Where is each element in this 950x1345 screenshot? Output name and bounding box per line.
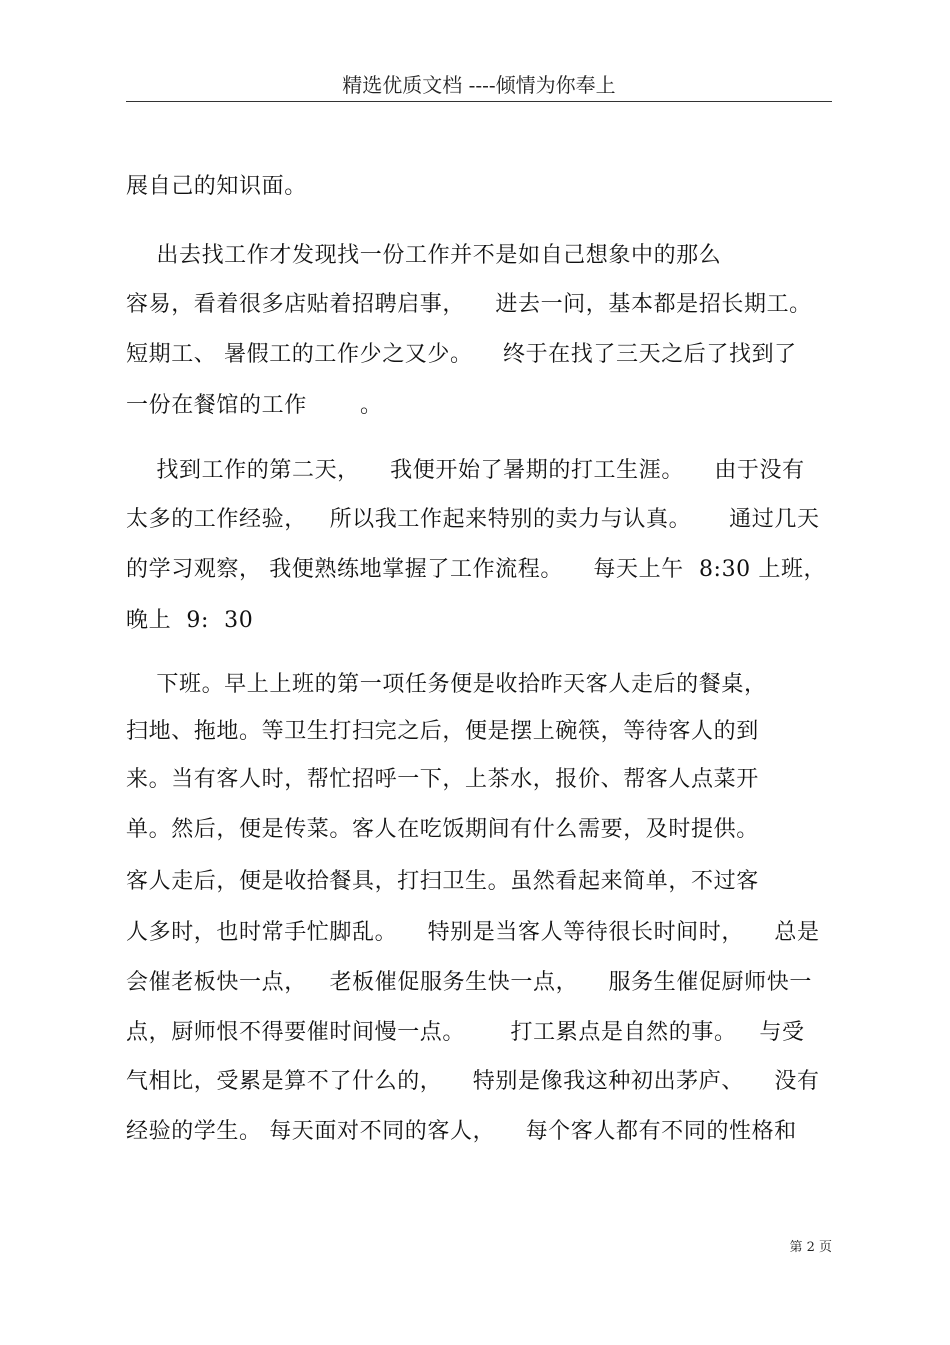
body-line: 晚上 9: 30 [126,608,254,633]
body-line: 会催老板快一点， 老板催促服务生快一点， 服务生催促厨师快一 [126,970,812,995]
body-line: 来。当有客人时，帮忙招呼一下，上茶水，报价、帮客人点菜开 [126,767,759,792]
page-number: 第 2 页 [789,1240,832,1255]
body-line: 找到工作的第二天， 我便开始了暑期的打工生涯。 由于没有 [126,458,805,483]
body-line: 单。然后，便是传菜。客人在吃饭期间有什么需要，及时提供。 [126,817,759,842]
body-line: 展自己的知识面。 [126,174,307,199]
body-line: 下班。早上上班的第一项任务便是收拾昨天客人走后的餐桌， [126,672,767,697]
body-line: 出去找工作才发现找一份工作并不是如自己想象中的那么 [126,243,722,268]
header-divider [126,101,832,102]
body-line: 经验的学生。 每天面对不同的客人， 每个客人都有不同的性格和 [126,1119,797,1144]
body-line: 太多的工作经验， 所以我工作起来特别的卖力与认真。 通过几天 [126,507,820,532]
page-header: 精选优质文档 ----倾情为你奉上 [342,73,616,97]
body-line: 的学习观察， 我便熟练地掌握了工作流程。 每天上午 8:30 上班， [126,557,827,582]
body-line: 扫地、拖地。等卫生打扫完之后，便是摆上碗筷，等待客人的到 [126,719,759,744]
body-line: 点，厨师恨不得要催时间慢一点。 打工累点是自然的事。 与受 [126,1020,805,1045]
body-line: 气相比，受累是算不了什么的， 特别是像我这种初出茅庐、 没有 [126,1069,820,1094]
body-line: 一份在餐馆的工作 。 [126,393,383,418]
body-line: 客人走后，便是收拾餐具，打扫卫生。虽然看起来简单，不过客 [126,869,759,894]
body-line: 人多时，也时常手忙脚乱。 特别是当客人等待很长时间时， 总是 [126,920,820,945]
body-line: 容易，看着很多店贴着招聘启事， 进去一问，基本都是招长期工。 [126,292,812,317]
body-line: 短期工、 暑假工的工作少之又少。 终于在找了三天之后了找到了 [126,342,797,367]
